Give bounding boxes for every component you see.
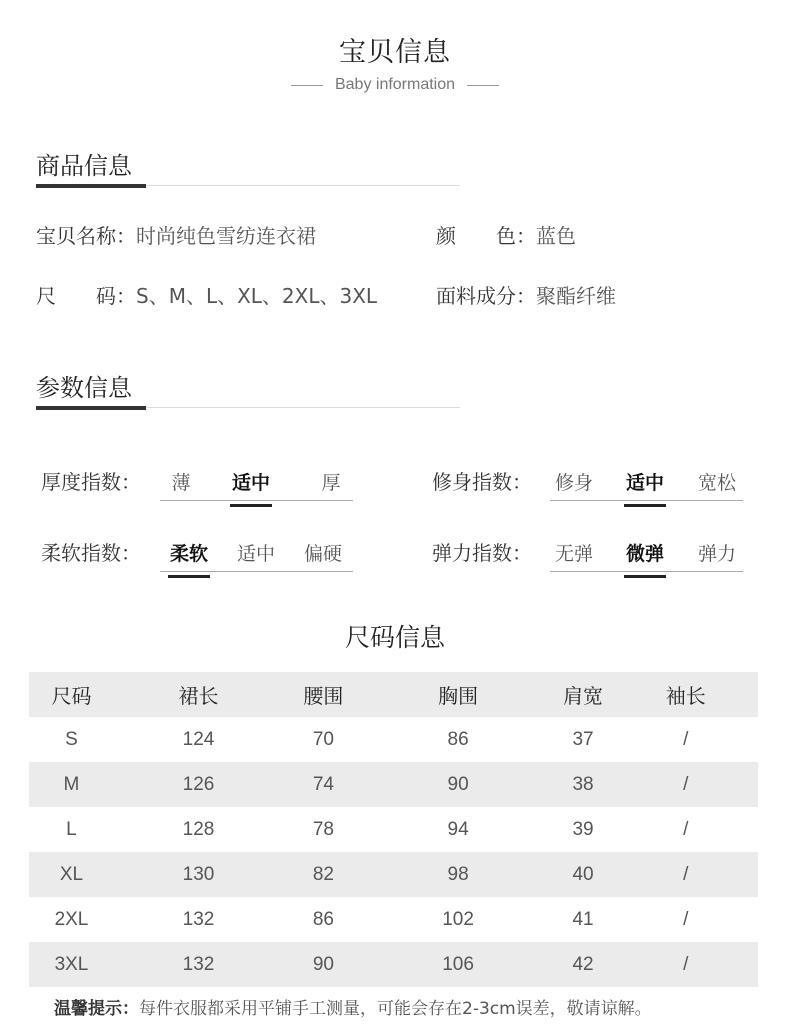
cell-shoulder: 37 xyxy=(572,728,594,750)
cell-dress-length: 132 xyxy=(114,942,283,987)
product-size-row xyxy=(36,280,377,309)
table-row xyxy=(29,762,758,807)
cell-shoulder: 39 xyxy=(572,818,594,840)
header-waist: 腰围 xyxy=(283,672,364,717)
table-row xyxy=(29,852,758,897)
cell-size: 2XL xyxy=(54,908,89,930)
cell-sleeve: / xyxy=(614,762,758,807)
cell-waist: 86 xyxy=(312,908,334,930)
cell-sleeve: / xyxy=(683,818,689,840)
cell-shoulder: 38 xyxy=(552,762,613,807)
subtitle: Baby information xyxy=(334,76,456,93)
fit-option-medium: 适中 xyxy=(615,468,675,495)
softness-option-medium: 适中 xyxy=(236,543,275,565)
cell-bust: 106 xyxy=(364,942,553,987)
product-info-heading-bar xyxy=(36,184,146,188)
cell-bust: 94 xyxy=(447,818,469,840)
cell-bust: 90 xyxy=(364,762,553,807)
cell-sleeve: / xyxy=(683,908,689,930)
product-info-divider xyxy=(146,185,460,186)
measurement-note xyxy=(54,994,652,1019)
elasticity-option-slight: 微弹 xyxy=(615,539,675,566)
cell-sleeve: / xyxy=(614,852,758,897)
product-fabric-value: 聚酯纤维 xyxy=(536,284,616,308)
header-bust: 胸围 xyxy=(364,672,553,717)
product-color-value: 蓝色 xyxy=(536,224,576,248)
cell-size: M xyxy=(29,762,114,807)
elasticity-label: 弹力指数： xyxy=(432,541,532,565)
size-table-header-row xyxy=(29,672,758,717)
table-row xyxy=(29,807,758,852)
cell-shoulder: 40 xyxy=(552,852,613,897)
product-color-row xyxy=(436,220,576,249)
subtitle-row xyxy=(0,74,790,96)
cell-size: 3XL xyxy=(29,942,114,987)
product-size-value: S、M、L、XL、2XL、3XL xyxy=(136,284,378,308)
softness-label: 柔软指数： xyxy=(41,541,141,565)
cell-size: S xyxy=(65,728,78,750)
thickness-option-thick: 厚 xyxy=(321,472,341,494)
cell-bust: 102 xyxy=(442,908,474,930)
cell-waist: 82 xyxy=(283,852,364,897)
cell-waist: 70 xyxy=(312,728,334,750)
fit-scale xyxy=(550,460,743,501)
fit-label: 修身指数： xyxy=(432,470,532,494)
thickness-option-thin: 薄 xyxy=(171,472,191,494)
params-heading: 参数信息 xyxy=(36,374,132,402)
softness-scale xyxy=(160,531,353,572)
table-row xyxy=(29,942,758,987)
cell-waist: 78 xyxy=(312,818,334,840)
cell-dress-length: 126 xyxy=(114,762,283,807)
cell-size: XL xyxy=(29,852,114,897)
table-row xyxy=(29,897,758,942)
header-size: 尺码 xyxy=(29,672,114,717)
thickness-option-medium: 适中 xyxy=(221,468,281,495)
cell-dress-length: 128 xyxy=(182,818,215,840)
fit-option-loose: 宽松 xyxy=(697,472,736,494)
thickness-label: 厚度指数： xyxy=(41,470,141,494)
cell-dress-length: 132 xyxy=(182,908,215,930)
product-name-value: 时尚纯色雪纺连衣裙 xyxy=(136,224,316,248)
cell-dress-length: 124 xyxy=(182,728,215,750)
page-title: 宝贝信息 xyxy=(339,37,451,68)
header-shoulder: 肩宽 xyxy=(552,672,613,717)
cell-sleeve: / xyxy=(683,728,689,750)
cell-waist: 74 xyxy=(283,762,364,807)
size-table-title: 尺码信息 xyxy=(344,623,445,652)
product-info-heading: 商品信息 xyxy=(36,152,132,180)
cell-waist: 90 xyxy=(283,942,364,987)
subtitle-left-rule xyxy=(291,85,323,86)
product-name-label: 宝贝名称： xyxy=(36,224,136,248)
cell-shoulder: 41 xyxy=(572,908,594,930)
softness-option-hard: 偏硬 xyxy=(303,543,342,565)
elasticity-option-elastic: 弹力 xyxy=(697,543,736,565)
params-divider xyxy=(146,407,460,408)
product-fabric-row xyxy=(436,280,616,309)
cell-bust: 86 xyxy=(447,728,469,750)
elasticity-option-none: 无弹 xyxy=(554,543,593,565)
cell-sleeve: / xyxy=(614,942,758,987)
thickness-scale xyxy=(160,460,353,501)
note-text: 每件衣服都采用平铺手工测量，可能会存在2-3cm误差，敬请谅解。 xyxy=(139,999,652,1019)
elasticity-scale xyxy=(550,531,743,572)
cell-shoulder: 42 xyxy=(552,942,613,987)
subtitle-right-rule xyxy=(467,85,499,86)
product-color-label: 颜 色： xyxy=(436,224,536,248)
size-table xyxy=(29,672,758,987)
cell-bust: 98 xyxy=(364,852,553,897)
note-label: 温馨提示： xyxy=(54,999,139,1019)
cell-dress-length: 130 xyxy=(114,852,283,897)
params-heading-bar xyxy=(36,406,146,410)
fit-option-slim: 修身 xyxy=(554,472,593,494)
cell-size: L xyxy=(66,818,77,840)
header-sleeve: 袖长 xyxy=(614,672,758,717)
product-name-row xyxy=(36,220,316,249)
softness-option-soft: 柔软 xyxy=(159,539,219,566)
product-fabric-label: 面料成分： xyxy=(436,284,536,308)
header-dress-length: 裙长 xyxy=(114,672,283,717)
product-size-label: 尺 码： xyxy=(36,284,136,308)
table-row xyxy=(29,717,758,762)
